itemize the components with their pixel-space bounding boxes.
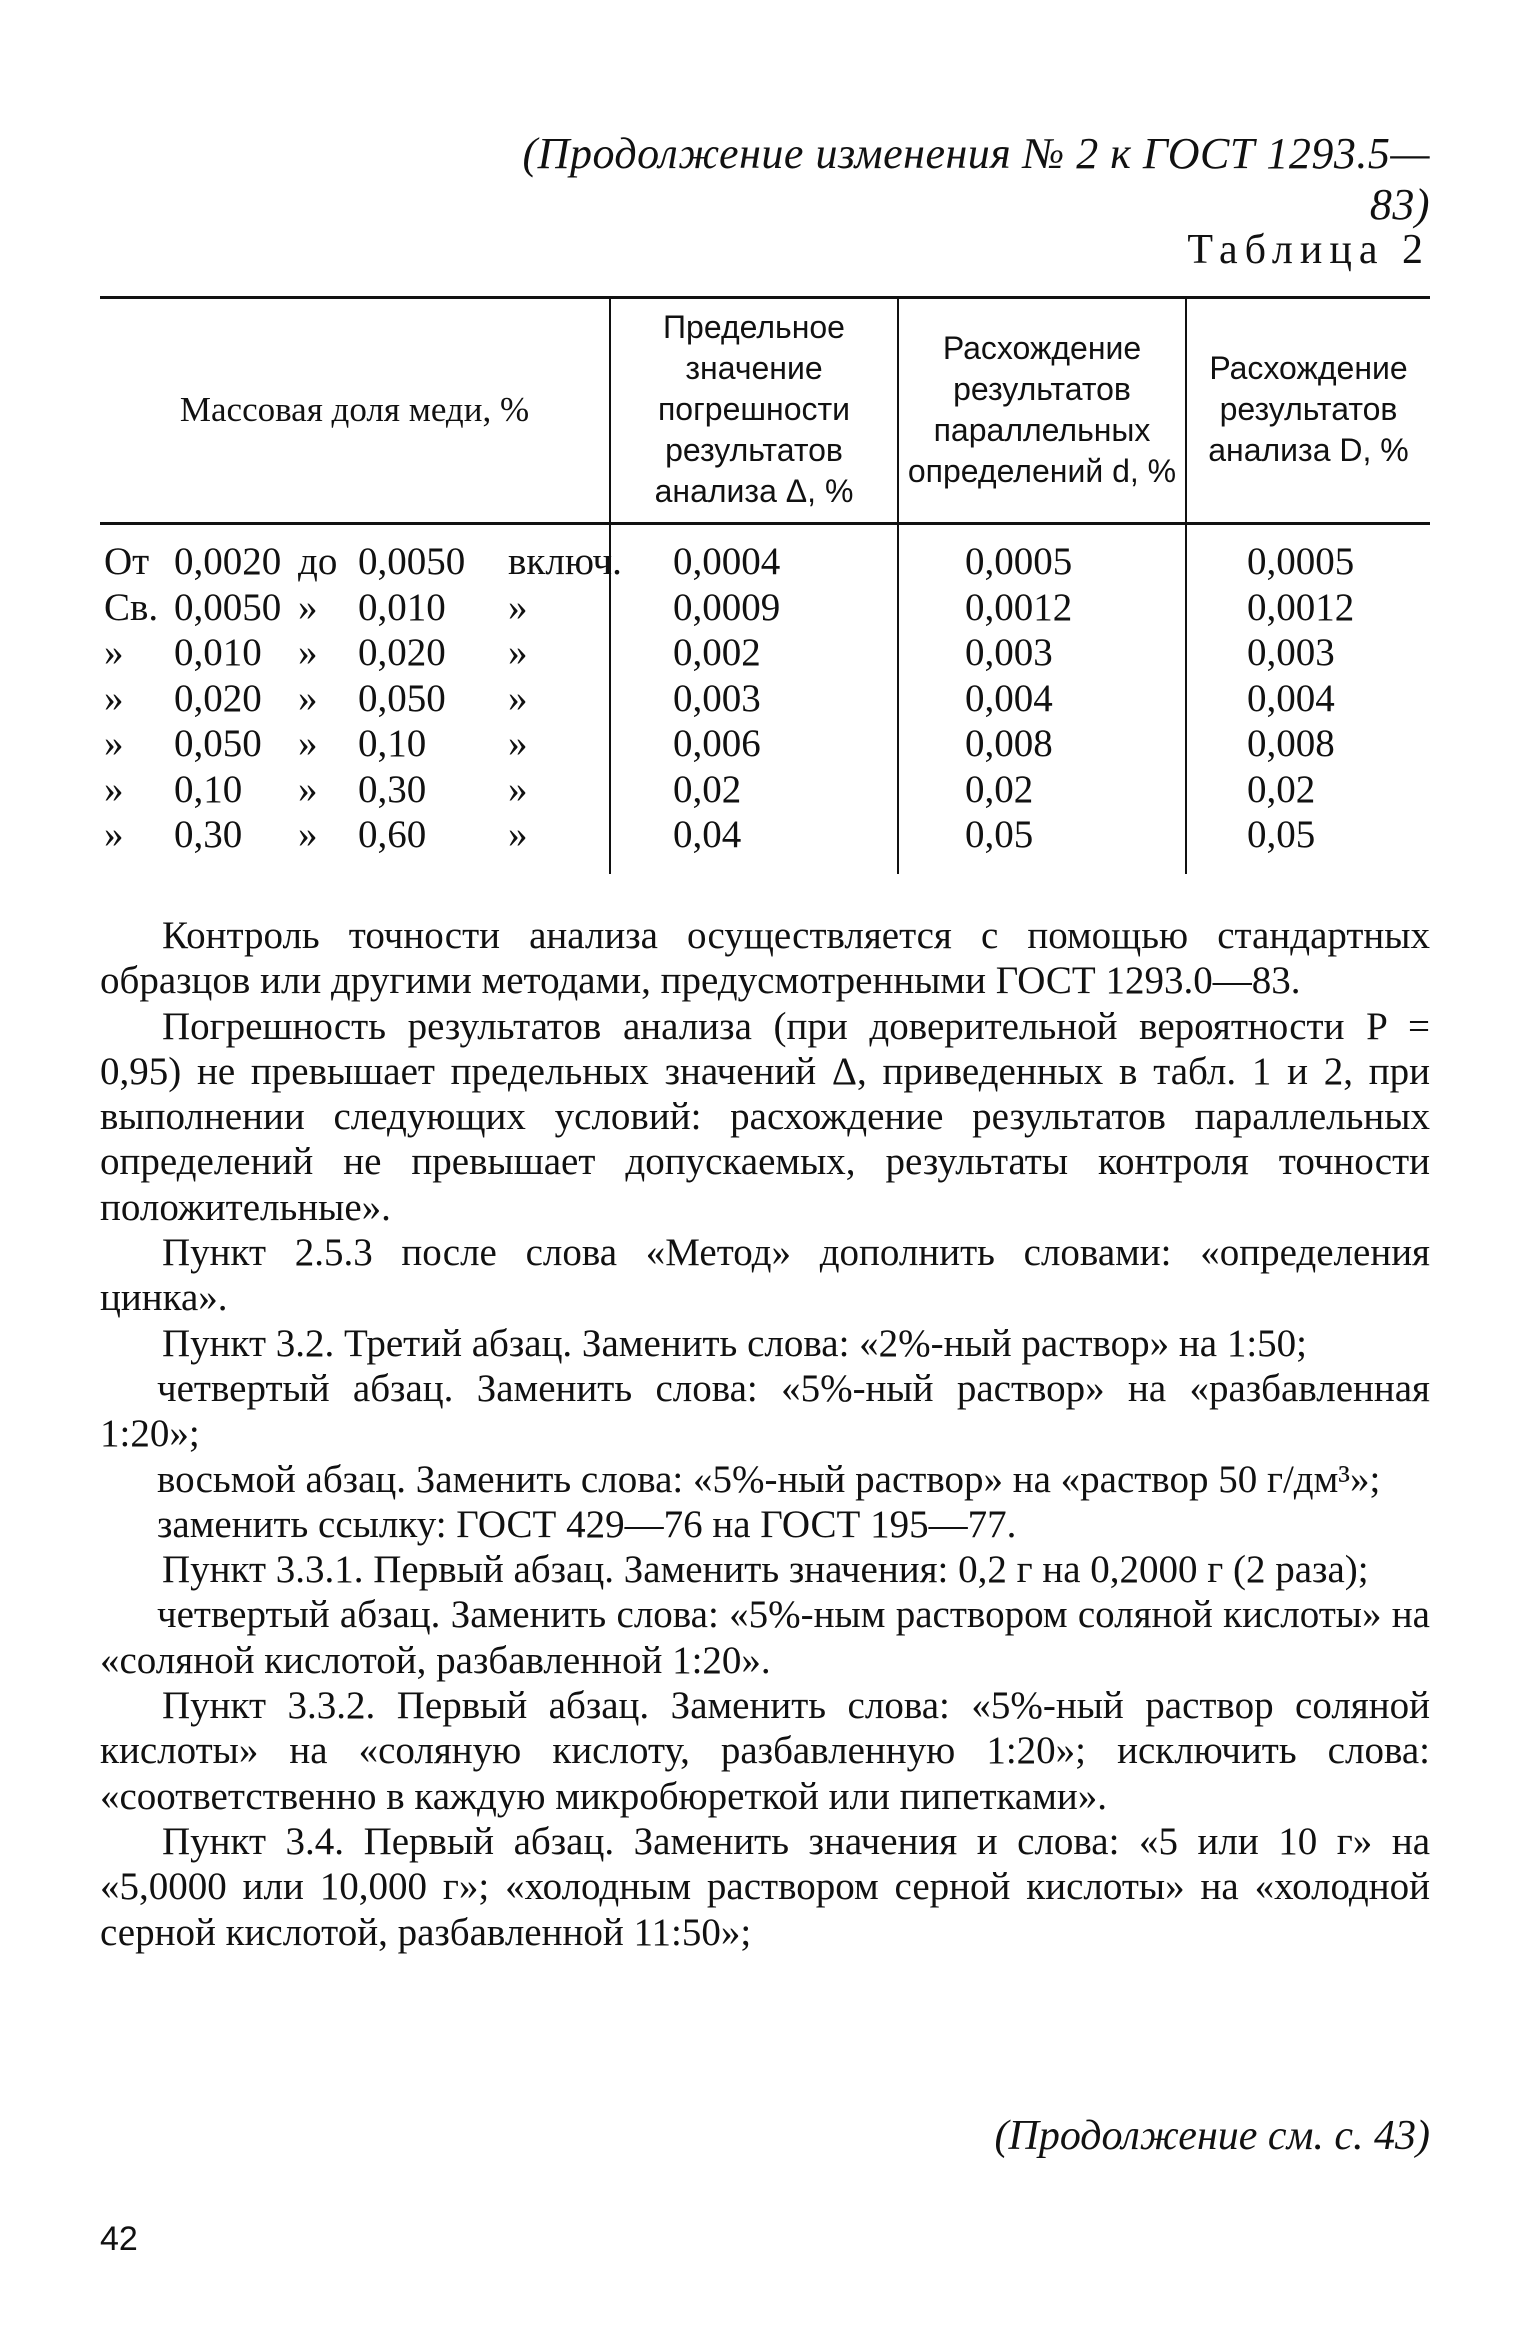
column-header-error-limit: Предельное значение погрешности результатов анализа Δ, %: [610, 298, 898, 524]
parallel-discrepancy-value: 0,0012: [898, 585, 1186, 631]
range-prefix: От: [104, 540, 150, 583]
table-row: [100, 721, 1430, 767]
paragraph-item-2-5-3: Пункт 2.5.3 после слова «Метод» дополнить словами: «определения цинка».: [100, 1231, 1430, 1320]
analysis-discrepancy-value: 0,05: [1186, 812, 1430, 874]
paragraph-item-3-2-reference: заменить ссылку: ГОСТ 429—76 на ГОСТ 195—77.: [157, 1502, 1017, 1546]
paragraph-error-statement: Погрешность результатов анализа (при доверительной вероятности P = 0,95) не превышает предельных значений Δ, приведенных в табл. 1 и 2, при выполнении следующих условий: расхождение результатов параллельных определений не превышает допускаемых, результаты контроля точности положительные».: [100, 1004, 1430, 1229]
error-limit-value: 0,002: [610, 630, 898, 676]
range-suffix: »: [508, 676, 528, 720]
range-from: 0,10: [174, 767, 243, 811]
range-prefix: Св.: [104, 585, 159, 629]
analysis-discrepancy-value: 0,0012: [1186, 585, 1430, 631]
range-suffix: включ.: [508, 540, 622, 583]
error-limit-value: 0,003: [610, 676, 898, 722]
data-table: [100, 296, 1430, 874]
paragraph-item-3-2: Пункт 3.2. Третий абзац. Заменить слова: «2%-ный раствор» на 1:50;: [162, 1321, 1307, 1365]
parallel-discrepancy-value: 0,003: [898, 630, 1186, 676]
range-prefix: »: [104, 676, 124, 720]
range-separator: до: [298, 540, 338, 583]
analysis-discrepancy-value: 0,004: [1186, 676, 1430, 722]
paragraph-accuracy-control: Контроль точности анализа осуществляется с помощью стандартных образцов или другими методами, предусмотренными ГОСТ 1293.0—83.: [100, 914, 1430, 1003]
paragraph-item-3-3-1: Пункт 3.3.1. Первый абзац. Заменить значения: 0,2 г на 0,2000 г (2 раза);: [162, 1548, 1369, 1592]
range-to: 0,30: [358, 767, 427, 811]
range-suffix: »: [508, 585, 528, 629]
parallel-discrepancy-value: 0,02: [898, 767, 1186, 813]
range-prefix: »: [104, 631, 124, 674]
range-from: 0,010: [174, 631, 262, 674]
column-header-mass-fraction: Массовая доля меди, %: [100, 298, 610, 524]
range-to: 0,050: [358, 676, 446, 720]
paragraph-item-3-2-eighth: восьмой абзац. Заменить слова: «5%-ный раствор» на «раствор 50 г/дм³»;: [157, 1457, 1381, 1501]
mass-fraction-range: [100, 812, 610, 874]
table-caption: Таблица 2: [1187, 227, 1430, 273]
range-to: 0,10: [358, 722, 427, 765]
column-header-parallel-discrepancy: Расхождение результатов параллельных определений d, %: [898, 298, 1186, 524]
copper-tolerance-table: [100, 296, 1430, 874]
range-from: 0,30: [174, 813, 243, 856]
range-separator: »: [298, 676, 318, 720]
range-from: 0,0050: [174, 585, 282, 629]
error-limit-value: 0,04: [610, 812, 898, 874]
range-suffix: »: [508, 767, 528, 811]
range-separator: »: [298, 722, 318, 765]
paragraph-item-3-4: Пункт 3.4. Первый абзац. Заменить значения и слова: «5 или 10 г» на «5,0000 или 10,000 г»; «холодным раствором серной кислоты» на «холодной серной кислотой, разбавленной 11:50»;: [100, 1819, 1430, 1954]
range-prefix: »: [104, 722, 124, 765]
table-row: [100, 676, 1430, 722]
paragraph-item-3-3-1-fourth: четвертый абзац. Заменить слова: «5%-ным раствором соляной кислоты» на «соляной кислотой, разбавленной 1:20».: [100, 1593, 1430, 1682]
table-row: [100, 767, 1430, 813]
range-prefix: »: [104, 767, 124, 811]
range-suffix: »: [508, 813, 528, 856]
parallel-discrepancy-value: 0,008: [898, 721, 1186, 767]
range-to: 0,60: [358, 813, 427, 856]
page-number: 42: [100, 2220, 138, 2258]
analysis-discrepancy-value: 0,02: [1186, 767, 1430, 813]
range-suffix: »: [508, 631, 528, 674]
table-row: [100, 630, 1430, 676]
parallel-discrepancy-value: 0,0005: [898, 524, 1186, 585]
mass-fraction-range: [100, 767, 610, 813]
mass-fraction-range: [100, 524, 622, 585]
parallel-discrepancy-value: 0,004: [898, 676, 1186, 722]
error-limit-value: 0,02: [610, 767, 898, 813]
range-separator: »: [298, 631, 318, 674]
range-prefix: »: [104, 813, 124, 856]
table-row: [100, 524, 1430, 585]
range-from: 0,050: [174, 722, 262, 765]
range-to: 0,010: [358, 585, 446, 629]
column-header-analysis-discrepancy: Расхождение результатов анализа D, %: [1186, 298, 1430, 524]
range-suffix: »: [508, 722, 528, 765]
error-limit-value: 0,006: [610, 721, 898, 767]
analysis-discrepancy-value: 0,0005: [1186, 524, 1430, 585]
parallel-discrepancy-value: 0,05: [898, 812, 1186, 874]
error-limit-value: 0,0009: [610, 585, 898, 631]
table-header-row: [100, 298, 1430, 524]
mass-fraction-range: [100, 721, 610, 767]
paragraph-item-3-2-fourth: четвертый абзац. Заменить слова: «5%-ный раствор» на «разбавленная 1:20»;: [100, 1366, 1430, 1456]
table-row: [100, 585, 1430, 631]
range-from: 0,020: [174, 676, 262, 720]
range-separator: »: [298, 813, 318, 856]
mass-fraction-range: [100, 676, 610, 722]
paragraph-item-3-3-2: Пункт 3.3.2. Первый абзац. Заменить слова: «5%-ный раствор соляной кислоты» на «соляную кислоту, разбавленную 1:20»; исключить слова: «соответственно в каждую микробюреткой или пипетками».: [100, 1684, 1430, 1818]
table-row: [100, 812, 1430, 874]
range-separator: »: [298, 585, 318, 629]
analysis-discrepancy-value: 0,003: [1186, 630, 1430, 676]
range-separator: »: [298, 767, 318, 811]
footer-continuation-note: (Продолжение см. с. 43): [994, 2113, 1430, 2159]
range-from: 0,0020: [174, 540, 282, 583]
body-text: [100, 913, 1430, 1955]
error-limit-value: 0,0004: [610, 524, 898, 585]
header-continuation-note: (Продолжение изменения № 2 к ГОСТ 1293.5—83): [522, 129, 1430, 229]
range-to: 0,020: [358, 631, 446, 674]
analysis-discrepancy-value: 0,008: [1186, 721, 1430, 767]
range-to: 0,0050: [358, 540, 466, 583]
mass-fraction-range: [100, 630, 610, 676]
mass-fraction-range: [100, 585, 610, 631]
